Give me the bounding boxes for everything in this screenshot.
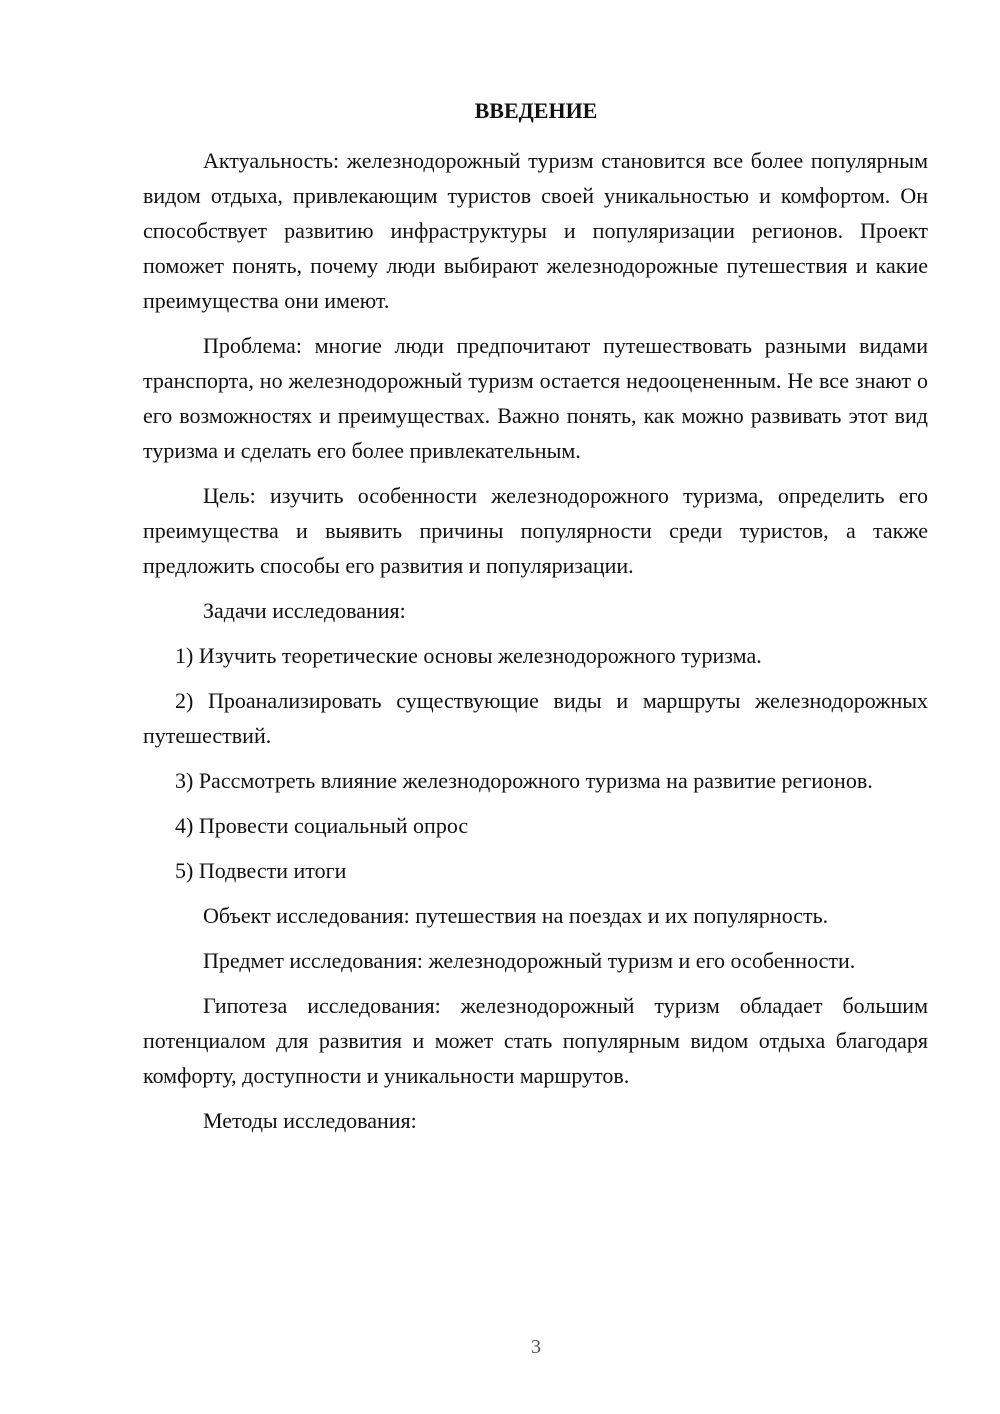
task-item-4: 4) Провести социальный опрос	[175, 813, 469, 838]
task-item-1: 1) Изучить теоретические основы железнодорожного туризма.	[175, 643, 762, 668]
page-number: 3	[531, 1336, 541, 1358]
paragraph-hypothesis: Гипотеза исследования: железнодорожный туризм обладает большим потенциалом для развития и может стать популярным видом отдыха благодаря комфорту, доступности и уникальности маршрутов.	[143, 993, 928, 1088]
page-title: ВВЕДЕНИЕ	[474, 98, 598, 123]
paragraph-subject: Предмет исследования: железнодорожный туризм и его особенности.	[203, 948, 856, 973]
paragraph-relevance: Актуальность: железнодорожный туризм становится все более популярным видом отдыха, привлекающим туристов своей уникальностью и комфортом. Он способствует развитию инфраструктуры и популяризации регионов. Проект поможет понять, почему люди выбирают железнодорожные путешествия и какие преимущества они имеют.	[143, 148, 928, 313]
task-item-2: 2) Проанализировать существующие виды и маршруты железнодорожных путешествий.	[143, 688, 928, 748]
paragraph-goal: Цель: изучить особенности железнодорожного туризма, определить его преимущества и выявить причины популярности среди туристов, а также предложить способы его развития и популяризации.	[143, 483, 928, 578]
paragraph-tasks-heading: Задачи исследования:	[203, 598, 406, 623]
paragraph-methods: Методы исследования:	[203, 1108, 417, 1133]
paragraph-object: Объект исследования: путешествия на поездах и их популярность.	[203, 903, 829, 928]
task-item-5: 5) Подвести итоги	[175, 858, 347, 883]
task-item-3: 3) Рассмотреть влияние железнодорожного туризма на развитие регионов.	[175, 768, 873, 793]
body-text	[143, 143, 928, 1148]
paragraph-problem: Проблема: многие люди предпочитают путешествовать разными видами транспорта, но железнодорожный туризм остается недооцененным. Не все знают о его возможностях и преимуществах. Важно понять, как можно развивать этот вид туризма и сделать его более привлекательным.	[143, 333, 928, 463]
